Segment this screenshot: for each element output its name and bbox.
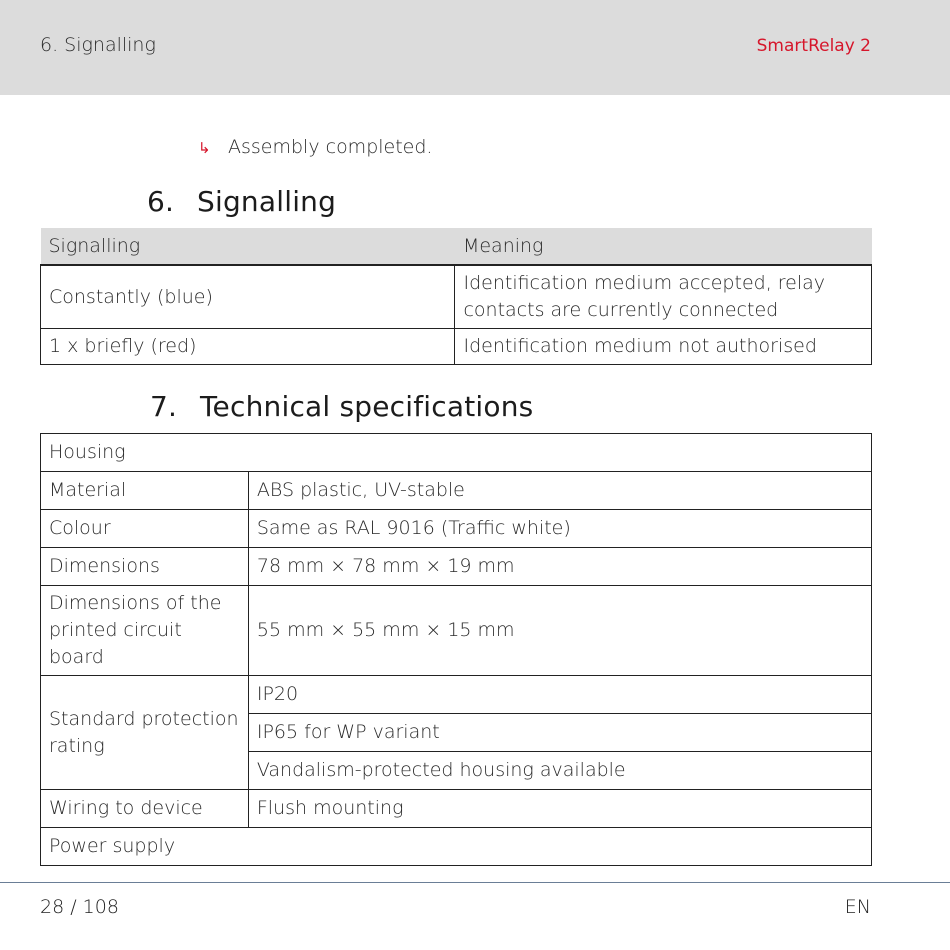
section-number: 6.	[147, 185, 175, 218]
table-row	[41, 676, 872, 714]
result-arrow-icon: ↳	[198, 139, 211, 157]
table-row	[41, 472, 872, 510]
spec-label	[41, 586, 249, 676]
spec-value: Flush mounting	[248, 790, 871, 828]
signal-cell: Constantly (blue)	[41, 265, 455, 329]
section-title: Signalling	[197, 185, 337, 218]
result-text: Assembly completed.	[228, 136, 433, 158]
spec-value: 78 mm × 78 mm × 19 mm	[248, 548, 871, 586]
spec-label-line: rating	[49, 734, 105, 757]
table-row	[41, 265, 872, 329]
table-row	[41, 548, 872, 586]
spec-value: Same as RAL 9016 (Traffic white)	[248, 510, 871, 548]
section-heading-technical-specifications	[150, 390, 533, 423]
table-row	[41, 790, 872, 828]
housing-heading: Housing	[41, 434, 872, 472]
section-number: 7.	[150, 390, 178, 423]
page-number: 28 / 108	[40, 896, 119, 918]
table-row	[41, 828, 872, 866]
table-header-row	[41, 228, 872, 265]
meaning-cell	[455, 265, 872, 329]
result-line	[198, 136, 432, 158]
meaning-cell: Identification medium not authorised	[455, 329, 872, 365]
table-row	[41, 510, 872, 548]
spec-label-line: Dimensions of the	[49, 592, 222, 614]
spec-label: Dimensions	[41, 548, 249, 586]
table-row	[41, 329, 872, 365]
column-header-meaning: Meaning	[455, 228, 872, 265]
section-heading-signalling	[147, 185, 336, 218]
signal-cell: 1 x briefly (red)	[41, 329, 455, 365]
signalling-table	[40, 228, 872, 365]
header-section-title: 6. Signalling	[40, 34, 156, 56]
spec-value: 55 mm × 55 mm × 15 mm	[248, 586, 871, 676]
spec-label	[41, 676, 249, 790]
meaning-line: Identification medium accepted, relay	[463, 272, 826, 294]
table-row	[41, 586, 872, 676]
section-title: Technical specifications	[200, 390, 534, 423]
page-header	[0, 0, 950, 95]
column-header-signalling: Signalling	[41, 228, 455, 265]
spec-label: Wiring to device	[41, 790, 249, 828]
spec-value: IP65 for WP variant	[248, 714, 871, 752]
power-supply-heading: Power supply	[41, 828, 872, 866]
meaning-line: contacts are currently connected	[463, 299, 779, 321]
technical-specifications-table	[40, 433, 872, 866]
spec-value: ABS plastic, UV-stable	[248, 472, 871, 510]
spec-label: Colour	[41, 510, 249, 548]
spec-label-line: printed circuit board	[49, 619, 182, 668]
spec-label: Material	[41, 472, 249, 510]
spec-label-line: Standard protection	[49, 707, 239, 730]
footer-divider	[0, 882, 950, 883]
spec-value: IP20	[248, 676, 871, 714]
header-product-name: SmartRelay 2	[756, 36, 871, 56]
language-code: EN	[844, 896, 871, 918]
spec-value: Vandalism-protected housing available	[248, 752, 871, 790]
table-row	[41, 434, 872, 472]
